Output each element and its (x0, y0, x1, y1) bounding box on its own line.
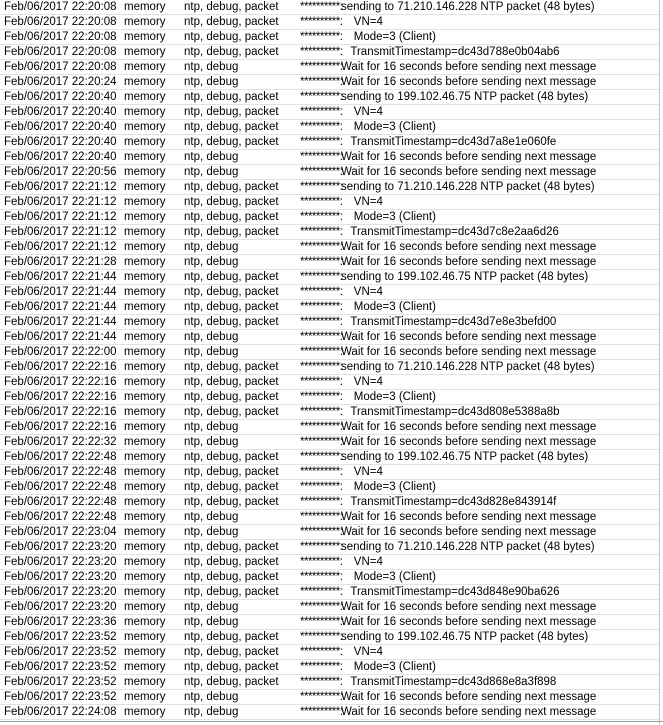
log-message: Mode=3 (Client) (341, 211, 436, 223)
log-row[interactable] (0, 645, 659, 660)
log-row[interactable] (0, 705, 659, 720)
log-buffer: memory (124, 571, 166, 583)
log-message: TransmitTimestamp=dc43d808e5388a8b (341, 406, 560, 418)
log-topics: ntp, debug, packet (184, 646, 279, 658)
log-buffer: memory (124, 661, 166, 673)
log-topics: ntp, debug (184, 511, 239, 523)
log-prefix: **********: (300, 466, 343, 478)
log-buffer: memory (124, 241, 166, 253)
log-row[interactable] (0, 615, 659, 630)
log-buffer: memory (124, 316, 166, 328)
log-prefix: **********: (300, 61, 343, 73)
log-buffer: memory (124, 256, 166, 268)
log-topics: ntp, debug, packet (184, 136, 279, 148)
log-topics: ntp, debug (184, 346, 239, 358)
log-row[interactable] (0, 165, 659, 180)
log-time: Feb/06/2017 22:22:48 (4, 511, 117, 523)
log-prefix: **********: (300, 286, 343, 298)
log-topics: ntp, debug (184, 691, 239, 703)
log-message: TransmitTimestamp=dc43d828e843914f (341, 496, 557, 508)
log-time: Feb/06/2017 22:21:12 (4, 226, 117, 238)
log-buffer: memory (124, 466, 166, 478)
log-time: Feb/06/2017 22:23:52 (4, 631, 117, 643)
log-topics: ntp, debug, packet (184, 376, 279, 388)
log-message: sending to 199.102.46.75 NTP packet (48 bytes) (341, 91, 589, 103)
log-buffer: memory (124, 496, 166, 508)
log-topics: ntp, debug, packet (184, 466, 279, 478)
log-message: TransmitTimestamp=dc43d7c8e2aa6d26 (341, 226, 559, 238)
log-message: TransmitTimestamp=dc43d868e8a3f898 (341, 676, 557, 688)
log-buffer: memory (124, 361, 166, 373)
log-message: TransmitTimestamp=dc43d848e90ba626 (341, 586, 560, 598)
log-row[interactable] (0, 495, 659, 510)
log-time: Feb/06/2017 22:23:52 (4, 691, 117, 703)
log-topics: ntp, debug, packet (184, 391, 279, 403)
log-buffer: memory (124, 136, 166, 148)
log-prefix: **********: (300, 631, 343, 643)
log-prefix: **********: (300, 136, 343, 148)
log-prefix: **********: (300, 391, 343, 403)
log-time: Feb/06/2017 22:21:12 (4, 211, 117, 223)
log-time: Feb/06/2017 22:22:00 (4, 346, 117, 358)
log-time: Feb/06/2017 22:20:40 (4, 136, 117, 148)
log-time: Feb/06/2017 22:22:16 (4, 391, 117, 403)
log-prefix: **********: (300, 511, 343, 523)
log-topics: ntp, debug, packet (184, 181, 279, 193)
log-buffer: memory (124, 526, 166, 538)
log-prefix: **********: (300, 676, 343, 688)
log-prefix: **********: (300, 106, 343, 118)
log-time: Feb/06/2017 22:21:44 (4, 286, 117, 298)
log-buffer: memory (124, 631, 166, 643)
log-row[interactable] (0, 585, 659, 600)
log-row[interactable] (0, 60, 659, 75)
log-row[interactable] (0, 570, 659, 585)
log-message: sending to 71.210.146.228 NTP packet (48 bytes) (341, 361, 595, 373)
log-time: Feb/06/2017 22:21:12 (4, 181, 117, 193)
log-topics: ntp, debug (184, 331, 239, 343)
log-row[interactable] (0, 360, 659, 375)
log-prefix: **********: (300, 601, 343, 613)
log-topics: ntp, debug, packet (184, 286, 279, 298)
log-time: Feb/06/2017 22:21:12 (4, 241, 117, 253)
log-buffer: memory (124, 586, 166, 598)
log-buffer: memory (124, 556, 166, 568)
log-message: Wait for 16 seconds before sending next message (341, 601, 597, 613)
log-message: TransmitTimestamp=dc43d7e8e3befd00 (341, 316, 557, 328)
log-topics: ntp, debug, packet (184, 1, 279, 13)
log-message: Wait for 16 seconds before sending next message (341, 151, 597, 163)
log-row[interactable] (0, 0, 659, 15)
log-message: Mode=3 (Client) (341, 391, 436, 403)
log-row[interactable] (0, 120, 659, 135)
log-row[interactable] (0, 555, 659, 570)
log-message: Wait for 16 seconds before sending next message (341, 706, 597, 718)
log-message: Wait for 16 seconds before sending next message (341, 421, 597, 433)
log-message: Mode=3 (Client) (341, 31, 436, 43)
log-message: sending to 199.102.46.75 NTP packet (48 bytes) (341, 631, 589, 643)
log-message: VN=4 (341, 16, 383, 28)
log-topics: ntp, debug, packet (184, 556, 279, 568)
log-row[interactable] (0, 630, 659, 645)
log-buffer: memory (124, 226, 166, 238)
log-buffer: memory (124, 106, 166, 118)
log-buffer: memory (124, 511, 166, 523)
log-topics: ntp, debug, packet (184, 481, 279, 493)
log-prefix: **********: (300, 31, 343, 43)
log-time: Feb/06/2017 22:20:08 (4, 1, 117, 13)
log-buffer: memory (124, 646, 166, 658)
log-message: TransmitTimestamp=dc43d788e0b04ab6 (341, 46, 560, 58)
log-prefix: **********: (300, 151, 343, 163)
log-message: Wait for 16 seconds before sending next message (341, 331, 597, 343)
log-row[interactable] (0, 420, 659, 435)
log-row[interactable] (0, 270, 659, 285)
log-row[interactable] (0, 315, 659, 330)
log-topics: ntp, debug, packet (184, 16, 279, 28)
log-buffer: memory (124, 271, 166, 283)
log-row[interactable] (0, 435, 659, 450)
log-buffer: memory (124, 46, 166, 58)
log-buffer: memory (124, 196, 166, 208)
log-time: Feb/06/2017 22:22:48 (4, 466, 117, 478)
log-prefix: **********: (300, 331, 343, 343)
log-prefix: **********: (300, 571, 343, 583)
log-prefix: **********: (300, 1, 343, 13)
log-time: Feb/06/2017 22:23:20 (4, 586, 117, 598)
log-prefix: **********: (300, 406, 343, 418)
log-message: VN=4 (341, 286, 383, 298)
log-time: Feb/06/2017 22:20:24 (4, 76, 117, 88)
log-time: Feb/06/2017 22:22:32 (4, 436, 117, 448)
log-row[interactable] (0, 660, 659, 675)
log-message: Mode=3 (Client) (341, 661, 436, 673)
log-message: Wait for 16 seconds before sending next message (341, 256, 597, 268)
log-prefix: **********: (300, 76, 343, 88)
log-row[interactable] (0, 525, 659, 540)
log-prefix: **********: (300, 661, 343, 673)
log-buffer: memory (124, 391, 166, 403)
log-topics: ntp, debug, packet (184, 316, 279, 328)
log-time: Feb/06/2017 22:23:20 (4, 556, 117, 568)
log-topics: ntp, debug, packet (184, 106, 279, 118)
log-message: Wait for 16 seconds before sending next message (341, 76, 597, 88)
log-buffer: memory (124, 541, 166, 553)
log-prefix: **********: (300, 196, 343, 208)
log-prefix: **********: (300, 241, 343, 253)
log-buffer: memory (124, 1, 166, 13)
log-time: Feb/06/2017 22:20:56 (4, 166, 117, 178)
log-row[interactable] (0, 75, 659, 90)
log-time: Feb/06/2017 22:20:08 (4, 16, 117, 28)
log-row[interactable] (0, 405, 659, 420)
log-buffer: memory (124, 91, 166, 103)
log-row[interactable] (0, 375, 659, 390)
log-prefix: **********: (300, 271, 343, 283)
log-message: Wait for 16 seconds before sending next message (341, 436, 597, 448)
log-prefix: **********: (300, 226, 343, 238)
list-bottom-divider (0, 721, 663, 722)
log-row[interactable] (0, 255, 659, 270)
log-buffer: memory (124, 286, 166, 298)
log-topics: ntp, debug, packet (184, 271, 279, 283)
log-message: Wait for 16 seconds before sending next message (341, 346, 597, 358)
log-row[interactable] (0, 225, 659, 240)
log-prefix: **********: (300, 616, 343, 628)
log-time: Feb/06/2017 22:22:48 (4, 496, 117, 508)
log-row[interactable] (0, 135, 659, 150)
log-row[interactable] (0, 480, 659, 495)
log-time: Feb/06/2017 22:20:08 (4, 61, 117, 73)
log-message: Wait for 16 seconds before sending next message (341, 511, 597, 523)
log-time: Feb/06/2017 22:22:48 (4, 481, 117, 493)
log-topics: ntp, debug, packet (184, 196, 279, 208)
log-message: VN=4 (341, 376, 383, 388)
log-time: Feb/06/2017 22:22:16 (4, 421, 117, 433)
log-prefix: **********: (300, 586, 343, 598)
log-time: Feb/06/2017 22:23:52 (4, 676, 117, 688)
log-buffer: memory (124, 61, 166, 73)
log-topics: ntp, debug (184, 241, 239, 253)
log-time: Feb/06/2017 22:22:16 (4, 406, 117, 418)
log-buffer: memory (124, 16, 166, 28)
log-topics: ntp, debug, packet (184, 91, 279, 103)
log-time: Feb/06/2017 22:21:44 (4, 301, 117, 313)
log-row[interactable] (0, 210, 659, 225)
log-topics: ntp, debug (184, 436, 239, 448)
log-message: VN=4 (341, 196, 383, 208)
log-prefix: **********: (300, 256, 343, 268)
log-time: Feb/06/2017 22:21:44 (4, 331, 117, 343)
log-prefix: **********: (300, 301, 343, 313)
log-buffer: memory (124, 181, 166, 193)
log-buffer: memory (124, 76, 166, 88)
log-time: Feb/06/2017 22:23:20 (4, 541, 117, 553)
log-row[interactable] (0, 390, 659, 405)
log-row[interactable] (0, 15, 659, 30)
log-prefix: **********: (300, 541, 343, 553)
log-time: Feb/06/2017 22:22:16 (4, 361, 117, 373)
log-buffer: memory (124, 676, 166, 688)
log-topics: ntp, debug (184, 166, 239, 178)
log-prefix: **********: (300, 481, 343, 493)
log-time: Feb/06/2017 22:20:08 (4, 46, 117, 58)
log-row[interactable] (0, 90, 659, 105)
log-message: sending to 71.210.146.228 NTP packet (48 bytes) (341, 1, 595, 13)
log-prefix: **********: (300, 646, 343, 658)
log-prefix: **********: (300, 361, 343, 373)
log-topics: ntp, debug (184, 421, 239, 433)
log-time: Feb/06/2017 22:21:44 (4, 271, 117, 283)
log-topics: ntp, debug, packet (184, 631, 279, 643)
log-message: Wait for 16 seconds before sending next message (341, 691, 597, 703)
log-topics: ntp, debug, packet (184, 541, 279, 553)
log-message: Mode=3 (Client) (341, 571, 436, 583)
log-topics: ntp, debug (184, 61, 239, 73)
log-row[interactable] (0, 675, 659, 690)
log-prefix: **********: (300, 316, 343, 328)
log-row[interactable] (0, 105, 659, 120)
log-message: Wait for 16 seconds before sending next message (341, 241, 597, 253)
log-row[interactable] (0, 195, 659, 210)
log-buffer: memory (124, 166, 166, 178)
log-time: Feb/06/2017 22:22:48 (4, 451, 117, 463)
log-topics: ntp, debug, packet (184, 451, 279, 463)
log-prefix: **********: (300, 181, 343, 193)
log-topics: ntp, debug, packet (184, 46, 279, 58)
log-time: Feb/06/2017 22:23:20 (4, 571, 117, 583)
log-topics: ntp, debug, packet (184, 496, 279, 508)
log-buffer: memory (124, 421, 166, 433)
log-row[interactable] (0, 285, 659, 300)
log-topics: ntp, debug, packet (184, 586, 279, 598)
log-time: Feb/06/2017 22:21:12 (4, 196, 117, 208)
log-message: sending to 199.102.46.75 NTP packet (48 bytes) (341, 271, 589, 283)
log-row[interactable] (0, 240, 659, 255)
log-prefix: **********: (300, 691, 343, 703)
log-message: sending to 71.210.146.228 NTP packet (48 bytes) (341, 541, 595, 553)
log-topics: ntp, debug, packet (184, 211, 279, 223)
log-message: Wait for 16 seconds before sending next message (341, 616, 597, 628)
log-time: Feb/06/2017 22:20:40 (4, 121, 117, 133)
log-prefix: **********: (300, 496, 343, 508)
log-time: Feb/06/2017 22:23:04 (4, 526, 117, 538)
log-time: Feb/06/2017 22:20:40 (4, 91, 117, 103)
log-row[interactable] (0, 465, 659, 480)
log-prefix: **********: (300, 46, 343, 58)
log-time: Feb/06/2017 22:23:36 (4, 616, 117, 628)
log-prefix: **********: (300, 526, 343, 538)
log-time: Feb/06/2017 22:21:44 (4, 316, 117, 328)
log-time: Feb/06/2017 22:20:40 (4, 151, 117, 163)
log-prefix: **********: (300, 121, 343, 133)
log-buffer: memory (124, 211, 166, 223)
log-prefix: **********: (300, 436, 343, 448)
log-message: Wait for 16 seconds before sending next message (341, 61, 597, 73)
log-row[interactable] (0, 600, 659, 615)
log-buffer: memory (124, 436, 166, 448)
log-prefix: **********: (300, 421, 343, 433)
log-buffer: memory (124, 691, 166, 703)
log-topics: ntp, debug, packet (184, 226, 279, 238)
log-topics: ntp, debug (184, 616, 239, 628)
log-prefix: **********: (300, 376, 343, 388)
log-message: Wait for 16 seconds before sending next message (341, 166, 597, 178)
log-row[interactable] (0, 300, 659, 315)
log-row[interactable] (0, 150, 659, 165)
log-buffer: memory (124, 376, 166, 388)
log-row[interactable] (0, 540, 659, 555)
log-time: Feb/06/2017 22:21:28 (4, 256, 117, 268)
log-buffer: memory (124, 601, 166, 613)
log-prefix: **********: (300, 706, 343, 718)
log-row[interactable] (0, 690, 659, 705)
log-topics: ntp, debug, packet (184, 406, 279, 418)
log-message: VN=4 (341, 646, 383, 658)
log-buffer: memory (124, 706, 166, 718)
log-row[interactable] (0, 450, 659, 465)
log-message: VN=4 (341, 466, 383, 478)
log-topics: ntp, debug, packet (184, 31, 279, 43)
log-buffer: memory (124, 616, 166, 628)
log-buffer: memory (124, 346, 166, 358)
log-time: Feb/06/2017 22:23:20 (4, 601, 117, 613)
log-row[interactable] (0, 180, 659, 195)
log-topics: ntp, debug (184, 706, 239, 718)
log-prefix: **********: (300, 211, 343, 223)
log-message: Wait for 16 seconds before sending next message (341, 526, 597, 538)
log-prefix: **********: (300, 91, 343, 103)
log-topics: ntp, debug (184, 601, 239, 613)
log-time: Feb/06/2017 22:20:08 (4, 31, 117, 43)
log-message: Mode=3 (Client) (341, 481, 436, 493)
log-message: Mode=3 (Client) (341, 121, 436, 133)
log-message: sending to 71.210.146.228 NTP packet (48 bytes) (341, 181, 595, 193)
log-prefix: **********: (300, 556, 343, 568)
log-row[interactable] (0, 345, 659, 360)
log-topics: ntp, debug (184, 526, 239, 538)
log-message: TransmitTimestamp=dc43d7a8e1e060fe (341, 136, 557, 148)
log-time: Feb/06/2017 22:23:52 (4, 646, 117, 658)
log-row[interactable] (0, 330, 659, 345)
log-topics: ntp, debug, packet (184, 571, 279, 583)
log-buffer: memory (124, 406, 166, 418)
log-time: Feb/06/2017 22:20:40 (4, 106, 117, 118)
log-buffer: memory (124, 151, 166, 163)
log-topics: ntp, debug (184, 256, 239, 268)
log-buffer: memory (124, 331, 166, 343)
log-time: Feb/06/2017 22:22:16 (4, 376, 117, 388)
log-buffer: memory (124, 31, 166, 43)
log-buffer: memory (124, 481, 166, 493)
log-topics: ntp, debug, packet (184, 121, 279, 133)
log-prefix: **********: (300, 16, 343, 28)
log-topics: ntp, debug (184, 151, 239, 163)
log-row[interactable] (0, 30, 659, 45)
log-topics: ntp, debug, packet (184, 301, 279, 313)
log-topics: ntp, debug, packet (184, 361, 279, 373)
log-message: VN=4 (341, 556, 383, 568)
log-buffer: memory (124, 451, 166, 463)
log-prefix: **********: (300, 451, 343, 463)
log-time: Feb/06/2017 22:24:08 (4, 706, 117, 718)
log-message: sending to 199.102.46.75 NTP packet (48 bytes) (341, 451, 589, 463)
log-row[interactable] (0, 510, 659, 525)
log-topics: ntp, debug, packet (184, 661, 279, 673)
log-prefix: **********: (300, 346, 343, 358)
log-buffer: memory (124, 301, 166, 313)
log-topics: ntp, debug (184, 76, 239, 88)
log-message: VN=4 (341, 106, 383, 118)
log-prefix: **********: (300, 166, 343, 178)
log-message: Mode=3 (Client) (341, 301, 436, 313)
log-row[interactable] (0, 45, 659, 60)
log-topics: ntp, debug, packet (184, 676, 279, 688)
log-time: Feb/06/2017 22:23:52 (4, 661, 117, 673)
log-buffer: memory (124, 121, 166, 133)
